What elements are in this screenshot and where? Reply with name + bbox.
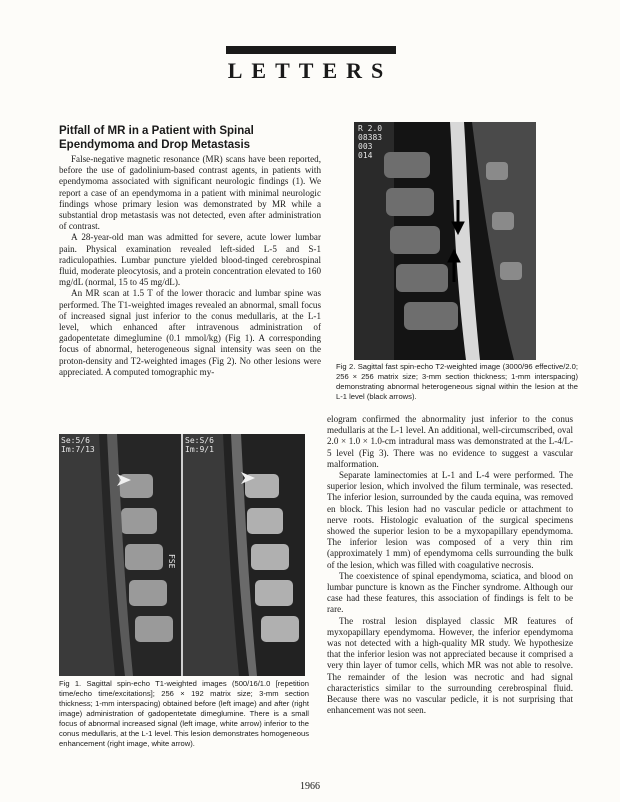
overlay-line: Se:5/6: [61, 436, 90, 445]
overlay-line: 08383: [358, 133, 383, 142]
mri-right-image: [183, 434, 305, 676]
overlay-line: 003: [358, 142, 373, 151]
overlay-line: 014: [358, 151, 373, 160]
mri-t2-sagittal: [354, 122, 536, 360]
paragraph: elogram confirmed the abnormality just inferior to the conus medullaris at the L-1 level. An additional, well-circumscribed, oval 2.0 × 1.0 × 1.0-cm intradural mass was demonstrated at the L-4/L-5 level (Fig 3). There was no evidence to suggest a vascular malformation.: [327, 414, 573, 469]
right-column-text: [327, 414, 573, 716]
overlay-line: Im:7/13: [61, 445, 95, 454]
figure-2-mri-image: [354, 122, 536, 360]
header-rule: [226, 46, 396, 54]
article-title: Pitfall of MR in a Patient with Spinal Ependymoma and Drop Metastasis: [59, 125, 254, 151]
paragraph: The rostral lesion displayed classic MR features of myxopapillary ependymoma. However, the inferior ependymoma was not detected with a high-quality MR study. We hypothesize that the inferior lesion was not appreciated because it comprised a very thin layer of tumor cells, which MR was not able to resolve. The remainder of the lesion was necrotic and had signal characteristics similar to the surrounding cerebrospinal fluid. Because there was no vascular pedicle, it is not surprising that enhancement was not seen.: [327, 615, 573, 716]
overlay-line: Se:S/6: [185, 436, 214, 445]
left-column-text: [59, 154, 321, 378]
overlay-line: Im:9/1: [185, 445, 214, 454]
section-title: LETTERS: [227, 58, 393, 83]
overlay-label: FSE: [167, 554, 176, 569]
paragraph: False-negative magnetic resonance (MR) scans have been reported, before the use of gadolinium-based contrast agents, in patients with ependymoma associated with significant neurologic findings (1). We report a case of an ependymoma in a patient with minimal neurologic findings whose primary lesion was demonstrated by MR while a substantial drop metastasis was not detected, even after administration of contrast.: [59, 154, 321, 232]
figure-1-caption: Fig 1. Sagittal spin-echo T1-weighted images (500/16/1.0 [repetition time/echo time/excitations]; 256 × 192 matrix size; 3-mm section thickness; 1-mm interspacing) obtained before (left image) and after (right image) administration of gadopentetate dimeglumine. There is a small focus of abnormal increased signal (left image, white arrow) inferior to the conus medullaris, at the L-1 level. This lesion demonstrates homogeneous enhancement (right image, white arrow).: [59, 679, 309, 748]
figure-1-mri-images: [59, 434, 305, 676]
paragraph: A 28-year-old man was admitted for severe, acute lower lumbar pain. Physical examination revealed left-sided L-5 and S-1 radiculopathies. Lumbar puncture yielded blood-tinged cerebrospinal fluid, moderate pleocytosis, and a protein concentration elevated to 160 mg/dL (normal, 15 to 45 mg/dL).: [59, 232, 321, 288]
mri-left-image: [59, 434, 181, 676]
paragraph: An MR scan at 1.5 T of the lower thoracic and lumbar spine was performed. The T1-weighted images revealed an abnormal, small focus of increased signal just inferior to the conus medullaris, at the L-1 level, which enhanced after intravenous administration of gadopentetate dimeglumine (0.1 mmol/kg) (Fig 1). A corresponding focus of abnormal, heterogeneous signal intensity was seen on the proton-density and T2-weighted images (Fig 2). No other lesions were appreciated. A computed tomographic my-: [59, 288, 321, 377]
mri-t1-sagittal-pair: [59, 434, 305, 676]
paragraph: The coexistence of spinal ependymoma, sciatica, and blood on lumbar puncture is known as the Fincher syndrome. Although our case had these features, this association of findings is felt to be rare.: [327, 570, 573, 615]
paragraph: Separate laminectomies at L-1 and L-4 were performed. The superior lesion, which involved the filum terminale, was resected. The inferior lesion, surrounded by the cauda equina, was removed en block. This lesion had no vascular pedicle or attachment to nerve roots. Histologic evaluation of the surgical specimens showed the superior lesion to be a myxopapillary ependymoma. The inferior lesion was composed of a very thin rim (approximately 1 mm) of ependymoma cells surrounding the bulk of the lesion, which was filled with coagulative necrosis.: [327, 470, 573, 570]
figure-2-caption: Fig 2. Sagittal fast spin-echo T2-weighted image (3000/96 effective/2.0; 256 × 256 matrix size; 3-mm section thickness; 1-mm interspacing) demonstrating abnormal heterogeneous signal within the lesion at the L-1 level (black arrows).: [336, 362, 578, 401]
overlay-line: R 2.0: [358, 124, 383, 133]
page-number: 1966: [300, 781, 320, 792]
